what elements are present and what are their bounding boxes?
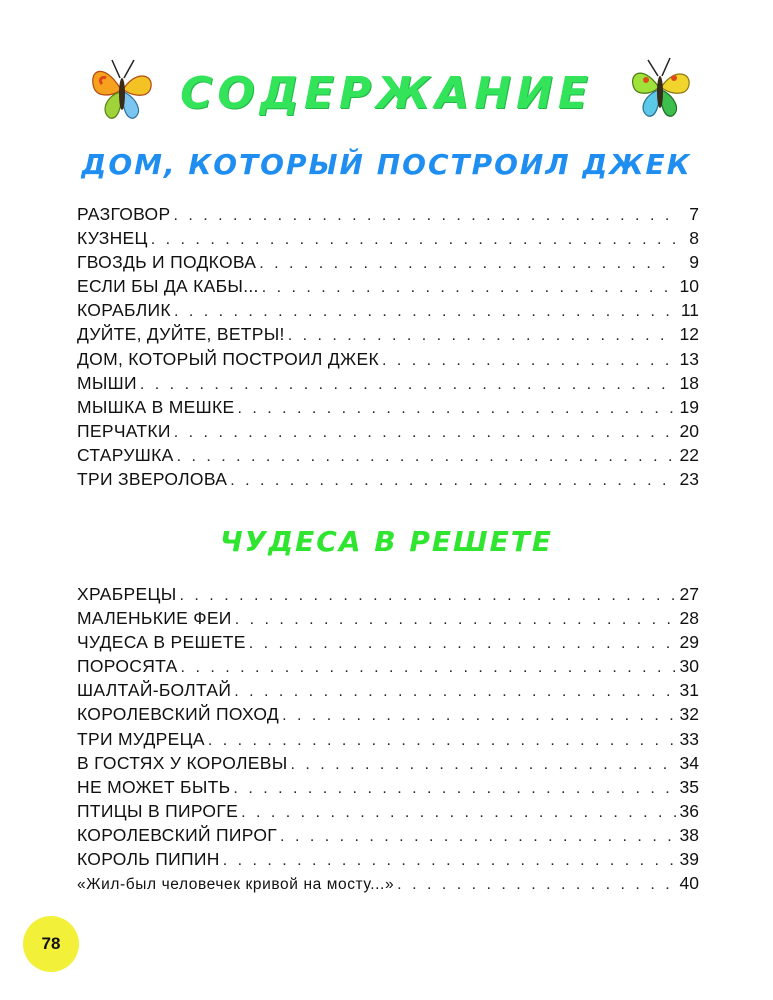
toc-entry[interactable] <box>77 252 699 276</box>
toc-entry-title: ГВОЗДЬ И ПОДКОВА <box>77 252 257 273</box>
toc-entry-title: ЕСЛИ БЫ ДА КАБЫ... <box>77 276 259 297</box>
toc-entry-page: 20 <box>679 420 699 441</box>
toc-entry-title: В ГОСТЯХ У КОРОЛЕВЫ <box>77 752 288 773</box>
toc-entry[interactable] <box>77 825 699 849</box>
toc-entry-title: ПЕРЧАТКИ <box>77 420 171 441</box>
toc-list-1 <box>77 204 699 493</box>
toc-entry-page: 9 <box>689 252 699 273</box>
toc-entry[interactable] <box>77 276 699 300</box>
toc-entry-title: КУЗНЕЦ <box>77 228 148 249</box>
toc-entry-page: 40 <box>679 873 699 894</box>
toc-entry[interactable] <box>77 753 699 777</box>
toc-entry[interactable] <box>77 632 699 656</box>
toc-entry[interactable] <box>77 204 699 228</box>
toc-entry-title: МЫШИ <box>77 372 137 393</box>
toc-entry[interactable] <box>77 469 699 493</box>
page-title: СОДЕРЖАНИЕ <box>180 68 593 119</box>
toc-entry-title: КОРОЛЕВСКИЙ ПИРОГ <box>77 824 278 845</box>
toc-entry[interactable] <box>77 228 699 252</box>
toc-entry-title: КОРАБЛИК <box>77 300 171 321</box>
toc-entry-title: ХРАБРЕЦЫ <box>77 584 177 604</box>
toc-entry[interactable] <box>77 421 699 445</box>
toc-entry-title: КОРОЛЕВСКИЙ ПОХОД <box>77 704 280 725</box>
toc-entry-page: 22 <box>679 444 699 465</box>
toc-entry[interactable] <box>77 608 699 632</box>
toc-entry[interactable] <box>77 349 699 373</box>
toc-entry-page: 18 <box>679 372 699 393</box>
toc-entry-page: 33 <box>679 728 699 749</box>
toc-entry-title: СТАРУШКА <box>77 444 174 465</box>
toc-entry-page: 28 <box>679 608 699 629</box>
toc-entry-page: 34 <box>679 752 699 773</box>
toc-entry-page: 32 <box>679 704 699 725</box>
toc-entry-page: 7 <box>689 204 699 224</box>
toc-entry-title: ШАЛТАЙ-БОЛТАЙ <box>77 680 232 701</box>
toc-entry-page: 35 <box>679 776 699 797</box>
toc-entry[interactable] <box>77 397 699 421</box>
toc-entry-title: НЕ МОЖЕТ БЫТЬ <box>77 776 231 797</box>
toc-entry-title: ТРИ ЗВЕРОЛОВА <box>77 469 228 490</box>
toc-entry-page: 23 <box>679 469 699 490</box>
toc-entry-title: МАЛЕНЬКИЕ ФЕИ <box>77 608 232 629</box>
page-number-badge: 78 <box>23 916 79 972</box>
toc-entry-page: 39 <box>679 849 699 870</box>
toc-entry[interactable] <box>77 584 699 608</box>
toc-entry[interactable] <box>77 873 699 897</box>
toc-entry[interactable] <box>77 300 699 324</box>
toc-entry-title: МЫШКА В МЕШКЕ <box>77 396 235 417</box>
toc-entry-page: 10 <box>679 276 699 297</box>
toc-entry[interactable] <box>77 680 699 704</box>
toc-entry[interactable] <box>77 445 699 469</box>
toc-entry[interactable] <box>77 324 699 348</box>
toc-entry-page: 8 <box>689 228 699 249</box>
toc-entry-page: 11 <box>680 300 699 321</box>
toc-entry[interactable] <box>77 373 699 397</box>
toc-entry[interactable] <box>77 849 699 873</box>
toc-entry[interactable] <box>77 729 699 753</box>
toc-entry-title: ПОРОСЯТА <box>77 656 178 677</box>
toc-entry-title: «Жил-был человечек кривой на мосту...» <box>77 876 395 894</box>
toc-entry[interactable] <box>77 656 699 680</box>
toc-entry-title: ТРИ МУДРЕЦА <box>77 728 205 749</box>
toc-entry-page: 38 <box>679 824 699 845</box>
toc-entry-page: 13 <box>679 348 699 369</box>
toc-list-2 <box>77 584 699 897</box>
toc-entry-title: ДУЙТЕ, ДУЙТЕ, ВЕТРЫ! <box>77 324 285 345</box>
toc-entry-page: 27 <box>679 584 699 604</box>
toc-entry-page: 36 <box>679 800 699 821</box>
toc-entry-title: ДОМ, КОТОРЫЙ ПОСТРОИЛ ДЖЕК <box>77 348 379 369</box>
section-title-2: ЧУДЕСА В РЕШЕТЕ <box>220 525 553 558</box>
toc-entry-page: 30 <box>679 656 699 677</box>
toc-entry-title: ПТИЦЫ В ПИРОГЕ <box>77 800 239 821</box>
section-title-1: ДОМ, КОТОРЫЙ ПОСТРОИЛ ДЖЕК <box>81 148 692 181</box>
toc-entry[interactable] <box>77 704 699 728</box>
toc-entry-title: РАЗГОВОР <box>77 204 171 224</box>
toc-entry-title: ЧУДЕСА В РЕШЕТЕ <box>77 632 246 653</box>
toc-entry[interactable] <box>77 801 699 825</box>
toc-entry-title: КОРОЛЬ ПИПИН <box>77 849 220 870</box>
toc-entry-page: 31 <box>679 680 699 701</box>
toc-entry-page: 29 <box>679 632 699 653</box>
toc-entry-page: 12 <box>679 324 699 345</box>
toc-entry-page: 19 <box>679 396 699 417</box>
toc-entry[interactable] <box>77 777 699 801</box>
